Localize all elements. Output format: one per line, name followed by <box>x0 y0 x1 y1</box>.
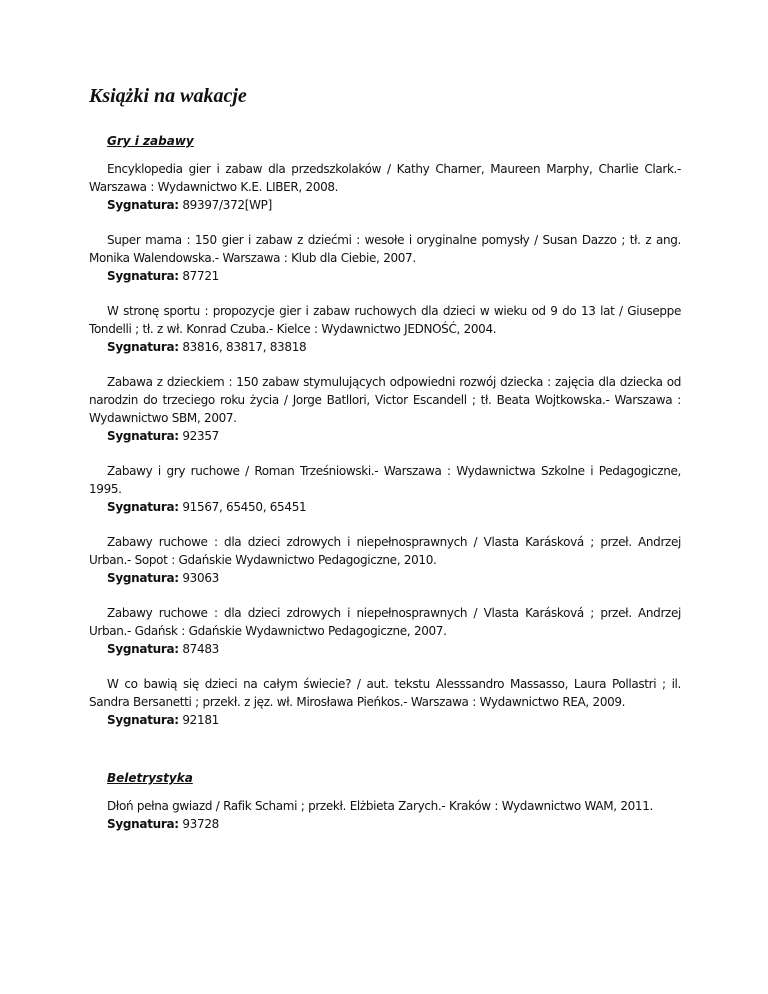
signature-label: Sygnatura: <box>107 713 179 727</box>
bibliography-entry <box>89 604 681 658</box>
document-page <box>89 82 681 850</box>
signature-value: 91567, 65450, 65451 <box>182 500 307 514</box>
section-heading: Beletrystyka <box>107 771 193 785</box>
section <box>89 769 681 833</box>
entry-signature <box>89 498 681 516</box>
bibliography-entry <box>89 302 681 356</box>
entry-description: Zabawy ruchowe : dla dzieci zdrowych i niepełnosprawnych / Vlasta Karásková ; przeł. Andrzej Urban.- Gdańsk : Gdańskie Wydawnictwo Pedagogiczne, 2007. <box>89 606 681 638</box>
entry-description: Dłoń pełna gwiazd / Rafik Schami ; przekł. Elżbieta Zarych.- Kraków : Wydawnictwo WAM, 2011. <box>107 799 653 813</box>
signature-value: 89397/372[WP] <box>182 198 272 212</box>
entry-description: W co bawią się dzieci na całym świecie? / aut. tekstu Alesssandro Massasso, Laura Pollastri ; il. Sandra Bersanetti ; przekł. z jęz. wł. Mirosława Pieńkos.- Warszawa : Wydawnictwo REA, 2009. <box>89 677 681 709</box>
signature-value: 92181 <box>182 713 219 727</box>
entry-signature <box>89 338 681 356</box>
entry-signature <box>89 427 681 445</box>
sections-container <box>89 132 681 833</box>
entry-description: Encyklopedia gier i zabaw dla przedszkolaków / Kathy Charner, Maureen Marphy, Charlie Clark.- Warszawa : Wydawnictwo K.E. LIBER, 2008. <box>89 162 681 194</box>
bibliography-entry <box>89 797 681 833</box>
signature-value: 83816, 83817, 83818 <box>182 340 307 354</box>
signature-value: 87483 <box>182 642 219 656</box>
entry-description: Zabawy ruchowe : dla dzieci zdrowych i niepełnosprawnych / Vlasta Karásková ; przeł. Andrzej Urban.- Sopot : Gdańskie Wydawnictwo Pedagogiczne, 2010. <box>89 535 681 567</box>
entry-signature <box>89 640 681 658</box>
entry-signature <box>89 711 681 729</box>
signature-label: Sygnatura: <box>107 269 179 283</box>
bibliography-entry <box>89 160 681 214</box>
entry-signature <box>89 267 681 285</box>
signature-label: Sygnatura: <box>107 817 179 831</box>
signature-label: Sygnatura: <box>107 571 179 585</box>
signature-label: Sygnatura: <box>107 429 179 443</box>
signature-label: Sygnatura: <box>107 500 179 514</box>
entry-signature <box>89 569 681 587</box>
bibliography-entry <box>89 462 681 516</box>
entry-signature <box>89 815 681 833</box>
section <box>89 132 681 729</box>
bibliography-entry <box>89 533 681 587</box>
entry-description: W stronę sportu : propozycje gier i zabaw ruchowych dla dzieci w wieku od 9 do 13 lat / Giuseppe Tondelli ; tł. z wł. Konrad Czuba.- Kielce : Wydawnictwo JEDNOŚĆ, 2004. <box>89 304 681 336</box>
bibliography-entry <box>89 675 681 729</box>
entry-description: Zabawa z dzieckiem : 150 zabaw stymulujących odpowiedni rozwój dziecka : zajęcia dla dziecka od narodzin do trzeciego roku życia / Jorge Batllori, Victor Escandell ; tł. Beata Wojtkowska.- Warszawa : Wydawnictwo SBM, 2007. <box>89 375 681 425</box>
entry-description: Super mama : 150 gier i zabaw z dziećmi : wesołe i oryginalne pomysły / Susan Dazzo ; tł. z ang. Monika Walendowska.- Warszawa : Klub dla Ciebie, 2007. <box>89 233 681 265</box>
signature-label: Sygnatura: <box>107 642 179 656</box>
bibliography-entry <box>89 373 681 445</box>
bibliography-entry <box>89 231 681 285</box>
signature-value: 87721 <box>182 269 219 283</box>
signature-value: 92357 <box>182 429 219 443</box>
document-title: Książki na wakacje <box>89 85 247 107</box>
entry-signature <box>89 196 681 214</box>
signature-value: 93728 <box>182 817 219 831</box>
signature-label: Sygnatura: <box>107 340 179 354</box>
section-heading: Gry i zabawy <box>107 134 194 148</box>
signature-value: 93063 <box>182 571 219 585</box>
signature-label: Sygnatura: <box>107 198 179 212</box>
section-spacer <box>89 746 681 769</box>
entry-description: Zabawy i gry ruchowe / Roman Trześniowski.- Warszawa : Wydawnictwa Szkolne i Pedagogiczne, 1995. <box>89 464 681 496</box>
